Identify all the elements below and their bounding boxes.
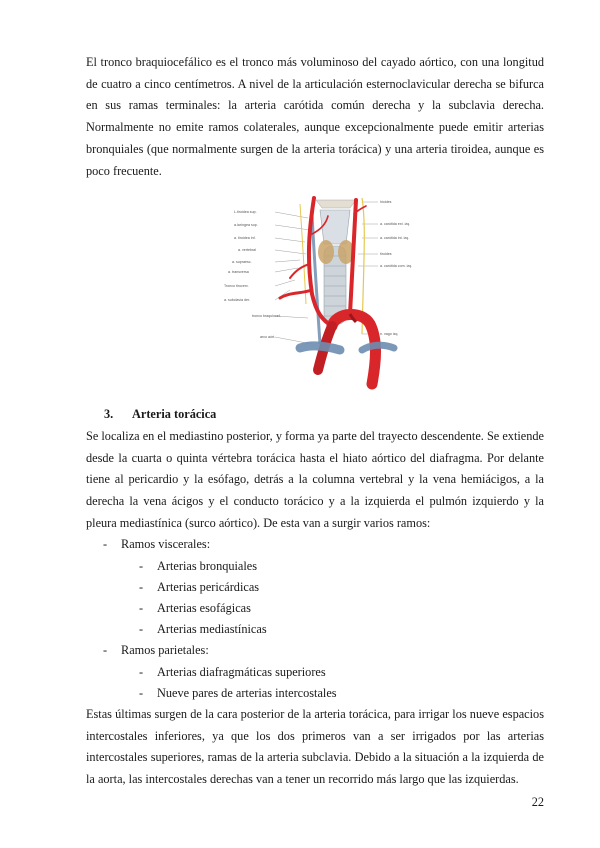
figure-label-left-3: a. vertebral [238, 248, 256, 253]
document-page [86, 52, 544, 791]
section-title: Arteria torácica [132, 407, 217, 422]
list-dash: - [139, 558, 144, 573]
closing-paragraph: Estas últimas surgen de la cara posterior de la arteria torácica, para irrigar los nueve espacios intercostales inferiores, ya que los dos primeros van a ser irrigados por las arterias intercostales superiores, ramas de la arteria subclavia. Debido a la situación a la izquierda de la aorta, las intercostales derechas van a tener un recorrido más largo que las izquierdas. [86, 707, 544, 787]
sublist [86, 556, 544, 641]
sublist-item [86, 556, 544, 577]
section-heading [86, 404, 544, 426]
intro-paragraph: El tronco braquiocefálico es el tronco más voluminoso del cayado aórtico, con una longitud de cuatro a cinco centímetros. A nivel de la articulación esternoclavicular derecha se bifurca en sus ramas terminales: la arteria carótida común derecha y la subclavia derecha. Normalmente no emite ramos colaterales, aunque excepcionalmente puede emitir arterias bronquiales (que normalmente surgen de la arteria torácica) y una arteria tiroidea, aunque es poco frecuente. [86, 55, 544, 178]
figure-label-left-1: a.laríngea sup. [234, 223, 258, 228]
figure-label-left-6: Tronco tirocerv. [224, 284, 249, 289]
figure-label-right-4: a. carótida com. izq. [380, 264, 413, 269]
sublist-item [86, 619, 544, 640]
list-dash: - [103, 643, 108, 658]
figure-label-right-2: a. carótida int. izq. [380, 236, 410, 241]
section-number: 3. [104, 407, 114, 422]
figure-label-right-1: a. carótida ext. izq. [380, 222, 411, 227]
list-item [86, 534, 544, 640]
figure-label-right-3: tiroides [380, 252, 392, 257]
list-item [86, 640, 544, 704]
sublist-label: Arterias diafragmáticas superiores [157, 664, 326, 679]
list-dash: - [139, 685, 144, 700]
figure-label-left-0: L.tiroidea sup. [234, 210, 257, 215]
page-number: 22 [531, 795, 544, 809]
list-dash: - [139, 601, 144, 616]
figure-label-left-5: a. transversa [228, 270, 249, 275]
list-dash: - [139, 622, 144, 637]
sublist-label: Arterias bronquiales [157, 558, 258, 573]
sublist-label: Nueve pares de arterias intercostales [157, 685, 337, 700]
list-dash: - [103, 537, 108, 552]
list-dash: - [139, 664, 144, 679]
figure-label-left-8: tronco braquiocef. [252, 314, 281, 319]
sublist-label: Arterias pericárdicas [157, 579, 260, 594]
branch-list [86, 534, 544, 704]
anatomy-figure [100, 194, 460, 394]
figure-label-left-4: a. supraesc. [232, 260, 252, 265]
sublist [86, 662, 544, 704]
list-dash: - [139, 579, 144, 594]
sublist-item [86, 598, 544, 619]
figure-label-right-5: n. vago izq. [380, 332, 399, 337]
list-label: Ramos parietales: [121, 643, 209, 658]
figure-label-left-2: a. tiroidea inf. [234, 236, 256, 241]
anatomy-illustration [100, 194, 460, 394]
sublist-label: Arterias mediastínicas [157, 622, 267, 637]
figure-label-right-0: hioides [380, 200, 392, 205]
sublist-label: Arterias esofágicas [157, 601, 251, 616]
figure-label-left-7: a. subclavia der. [224, 298, 250, 303]
sublist-item [86, 577, 544, 598]
list-label: Ramos viscerales: [121, 537, 211, 552]
sublist-item [86, 683, 544, 704]
figure-label-left-9: arco aórt. [260, 335, 276, 340]
section-paragraph: Se localiza en el mediastino posterior, y forma ya parte del trayecto descendente. Se extiende desde la cuarta o quinta vértebra torácica hasta el hiato aórtico del diafragma. Por delante tiene al pericardio y la esófago, detrás a la columna vertebral y la vena hemiácigos, a la derecha la vena ácigos y el conducto torácico y a la izquierda el pulmón izquierdo y la pleura mediastínica (surco aórtico). De esta van a surgir varios ramos: [86, 428, 544, 530]
sublist-item [86, 662, 544, 683]
